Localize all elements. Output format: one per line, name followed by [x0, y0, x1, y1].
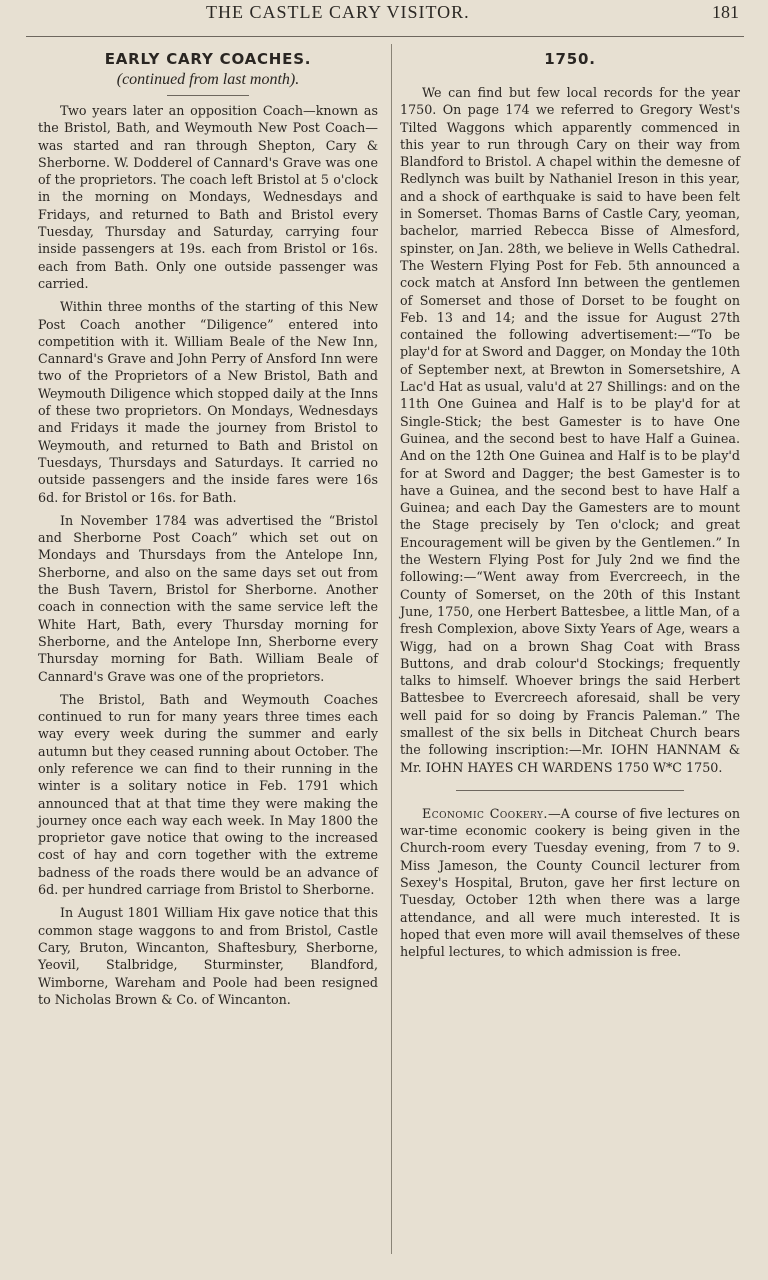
paragraph: Within three months of the starting of this New Post Coach another “Diligence” entered into competition with it. William Beale of the New Inn, Cannard's Grave and John Perry of Ansford Inn were two of the Proprietors of a New Bristol, Bath and Weymouth Diligence which stopped daily at the Inns of these two proprietors. On Mondays, Wednesdays and Fridays it made the journey from Bristol to Weymouth, and returned to Bath and Bristol on Tuesdays, Thursdays and Saturdays. It carried no outside passengers and the inside fares were 16s 6d. for Bristol or 16s. for Bath.: [38, 299, 378, 505]
notice-text: —A course of five lectures on war-time economic cookery is being given in the Church-room every Tuesday evening, from 7 to 9. Miss Jameson, the County Council lecturer from Sexey's Hospital, Bruton, gave her first lecture on Tuesday, October 12th when there was a large attendance, and all were much interested. It is hoped that even more will avail themselves of these helpful lectures, to which admission is free.: [400, 805, 741, 960]
article-subtitle: (continued from last month).: [116, 71, 300, 88]
section-rule: [456, 790, 684, 791]
title-rule: [167, 95, 249, 96]
column-divider: [391, 44, 392, 1254]
right-column: [400, 48, 740, 961]
paragraph: We can find but few local records for the year 1750. On page 174 we referred to Gregory West's Tilted Waggons which apparently commenced in this year to run through Cary on their way from Blandford to Bristol. A chapel within the demesne of Redlynch was built by Nathaniel Ireson in this year, and a shock of earthquake is said to have been felt in Somerset. Thomas Barns of Castle Cary, yeoman, bachelor, married Rebecca Bisse of Almesford, spinster, on Jan. 28th, we believe in Wells Cathedral. The Western Flying Post for Feb. 5th announced a cock match at Ansford Inn between the gentlemen of Somerset and those of Dorset to be fought on Feb. 13 and 14; and the issue for August 27th contained the following advertisement:—“To be play'd for at Sword and Dagger, on Monday the 10th of September next, at Brewton in Somersetshire, A Lac'd Hat as usual, valu'd at 27 Shillings: and on the 11th One Guinea and Half is to be play'd for at Single-Stick; the best Gamester is to have One Guinea, and the second best to have Half a Guinea. And on the 12th One Guinea and Half is to be play'd for at Sword and Dagger; the best Gamester is to have a Guinea, and the second best to have Half a Guinea; and each Day the Gamesters are to mount the Stage precisely by Ten o'clock; and great Encouragement will be given by the Gentlemen.” In the Western Flying Post for July 2nd we find the following:—“Went away from Evercreech, in the County of Somerset, on the 20th of this Instant June, 1750, one Herbert Battesbee, a little Man, of a fresh Complexion, above Sixty Years of Age, wears a Wigg, had on a brown Shag Coat with Brass Buttons, and drab colour'd Stockings; frequently talks to himself. Whoever brings the said Herbert Battesbee to Evercreech aforesaid, shall be very well paid for so doing by Francis Paleman.” The smallest of the six bells in Ditcheat Church bears the following inscription:—Mr. IOHN HANNAM & Mr. IOHN HAYES CH WARDENS 1750 W*C 1750.: [400, 85, 740, 775]
notice-economic-cookery: [400, 805, 740, 961]
notice-heading: Economic Cookery.: [422, 805, 548, 821]
page-number: 181: [712, 2, 739, 22]
header-rule: [26, 36, 744, 37]
paragraph: Two years later an opposition Coach—known as the Bristol, Bath, and Weymouth New Post Coach—was started and ran through Shepton, Cary & Sherborne. W. Dodderel of Cannard's Grave was one of the proprietors. The coach left Bristol at 5 o'clock in the morning on Mondays, Wednesdays and Fridays, and returned to Bath and Bristol every Tuesday, Thursday and Saturday, carrying four inside passengers at 19s. each from Bristol or 16s. each from Bath. Only one outside passenger was carried.: [38, 103, 378, 291]
paragraph: In August 1801 William Hix gave notice that this common stage waggons to and from Bristol, Castle Cary, Bruton, Wincanton, Shaftesbury, Sherborne, Yeovil, Stalbridge, Sturminster, Blandford, Wimborne, Wareham and Poole had been resigned to Nicholas Brown & Co. of Wincanton.: [38, 905, 378, 1007]
article-title-1750: 1750.: [544, 50, 596, 68]
paragraph: In November 1784 was advertised the “Bristol and Sherborne Post Coach” which set out on Mondays and Thursdays from the Antelope Inn, Sherborne, and also on the same days set out from the Bush Tavern, Bristol for Sherborne. Another coach in connection with the same service left the White Hart, Bath, every Thursday morning for Sherborne, and the Antelope Inn, Sherborne every Thursday morning for Bath. William Beale of Cannard's Grave was one of the proprietors.: [38, 512, 378, 684]
paragraph: The Bristol, Bath and Weymouth Coaches continued to run for many years three times each way every week during the summer and early autumn but they ceased running about October. The only reference we can find to their running in the winter is a solitary notice in Feb. 1791 which announced that at that time they were making the journey once each way each week. In May 1800 the proprietor gave notice that owing to the increased cost of hay and corn together with the extreme badness of the roads there would be an advance of 6d. per hundred carriage from Bristol to Sherborne.: [38, 691, 378, 898]
left-column: [38, 48, 378, 1008]
running-title: THE CASTLE CARY VISITOR.: [206, 2, 470, 22]
article-title-coaches: EARLY CARY COACHES.: [104, 50, 312, 68]
